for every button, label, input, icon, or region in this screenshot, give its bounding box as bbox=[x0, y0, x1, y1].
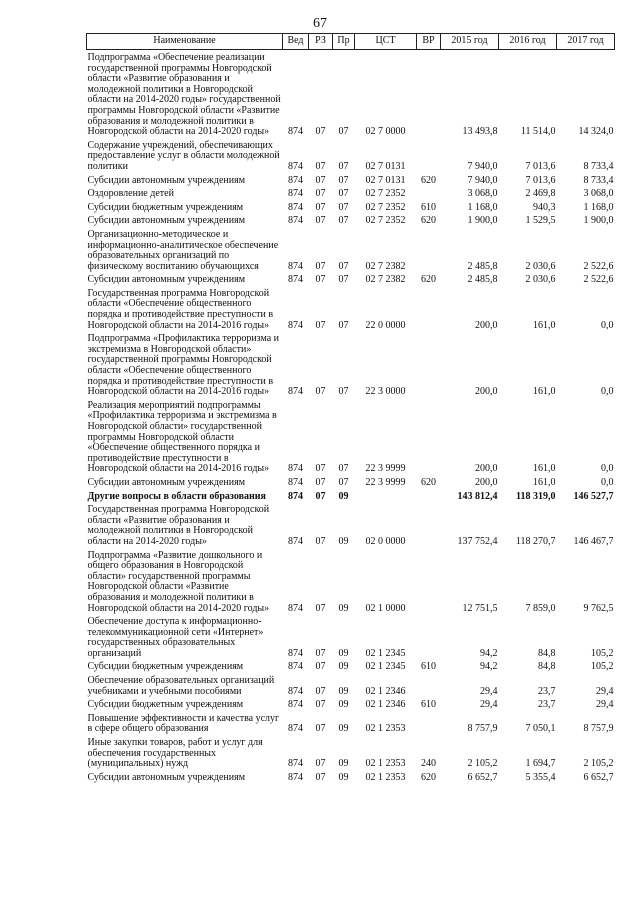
cell-rz: 07 bbox=[315, 319, 326, 331]
table-row bbox=[87, 735, 615, 770]
cell-pr: 07 bbox=[338, 260, 349, 272]
cell-cst: 02 0 0000 bbox=[365, 535, 406, 547]
cell-y2016: 118 319,0 bbox=[516, 490, 556, 502]
cell-rz: 07 bbox=[315, 723, 326, 735]
cell-rz: 07 bbox=[315, 490, 326, 502]
table-row bbox=[87, 173, 615, 187]
cell-pr: 07 bbox=[338, 188, 349, 200]
table-row bbox=[87, 770, 615, 784]
cell-rz: 07 bbox=[315, 160, 326, 172]
cell-ved: 874 bbox=[288, 386, 303, 398]
cell-pr: 09 bbox=[338, 661, 349, 673]
cell-y2015: 2 105,2 bbox=[467, 758, 498, 770]
cell-pr: 09 bbox=[338, 723, 349, 735]
cell-rz: 07 bbox=[315, 188, 326, 200]
cell-name: Государственная программа Новгородской области «Обеспечение общественного порядка и противодействие преступности в Новгородской области на 2014-2016 годы» bbox=[87, 287, 274, 331]
cell-y2016: 7 050,1 bbox=[525, 723, 556, 735]
cell-rz: 07 bbox=[315, 386, 326, 398]
cell-y2017: 0,0 bbox=[601, 386, 614, 398]
cell-pr: 07 bbox=[338, 476, 349, 488]
cell-y2016: 84,8 bbox=[538, 647, 556, 659]
cell-pr: 09 bbox=[338, 758, 349, 770]
cell-y2015: 8 757,9 bbox=[467, 723, 498, 735]
cell-ved: 874 bbox=[288, 463, 303, 475]
cell-name: Субсидии автономным учреждениям bbox=[87, 476, 246, 488]
cell-cst: 02 1 2346 bbox=[365, 685, 406, 697]
table-row bbox=[87, 227, 615, 272]
cell-cst: 02 7 2352 bbox=[365, 188, 406, 200]
cell-rz: 07 bbox=[315, 647, 326, 659]
cell-pr: 07 bbox=[338, 463, 349, 475]
cell-ved: 874 bbox=[288, 319, 303, 331]
cell-name: Обеспечение образовательных организаций учебниками и учебными пособиями bbox=[87, 675, 275, 697]
cell-y2015: 1 168,0 bbox=[467, 201, 498, 213]
cell-cst: 02 7 0131 bbox=[365, 160, 406, 172]
cell-pr: 07 bbox=[338, 174, 349, 186]
cell-y2017: 8 757,9 bbox=[583, 723, 614, 735]
cell-y2017: 9 762,5 bbox=[583, 602, 614, 614]
cell-vr bbox=[417, 398, 441, 475]
cell-pr: 07 bbox=[338, 160, 349, 172]
cell-name: Организационно-методическое и информационно-аналитическое обеспечение образовательных организаций по физическому воспитанию обучающихся bbox=[87, 228, 279, 272]
col-header-ved: Вед bbox=[283, 34, 309, 50]
cell-y2017: 3 068,0 bbox=[583, 188, 614, 200]
cell-cst: 02 1 2345 bbox=[365, 647, 406, 659]
col-header-2015: 2015 год bbox=[441, 34, 499, 50]
cell-rz: 07 bbox=[315, 463, 326, 475]
cell-y2016: 161,0 bbox=[533, 463, 556, 475]
cell-vr: 620 bbox=[421, 174, 436, 186]
cell-ved: 874 bbox=[288, 647, 303, 659]
cell-y2015: 200,0 bbox=[475, 319, 498, 331]
cell-vr bbox=[417, 614, 441, 659]
cell-rz: 07 bbox=[315, 274, 326, 286]
cell-y2016: 7 013,6 bbox=[525, 174, 556, 186]
cell-rz: 07 bbox=[315, 215, 326, 227]
cell-rz: 07 bbox=[315, 771, 326, 783]
cell-vr bbox=[417, 138, 441, 173]
cell-ved: 874 bbox=[288, 723, 303, 735]
table-row bbox=[87, 213, 615, 227]
cell-vr bbox=[417, 186, 441, 200]
cell-pr: 07 bbox=[338, 319, 349, 331]
table-row bbox=[87, 331, 615, 398]
cell-name: Субсидии автономным учреждениям bbox=[87, 771, 246, 783]
cell-y2016: 1 694,7 bbox=[525, 758, 556, 770]
cell-pr: 07 bbox=[338, 215, 349, 227]
cell-vr bbox=[417, 711, 441, 735]
cell-ved: 874 bbox=[288, 490, 303, 502]
cell-pr: 09 bbox=[338, 699, 349, 711]
cell-cst: 02 1 2345 bbox=[365, 661, 406, 673]
cell-ved: 874 bbox=[288, 602, 303, 614]
cell-vr bbox=[417, 227, 441, 272]
cell-ved: 874 bbox=[288, 685, 303, 697]
cell-vr bbox=[417, 50, 441, 138]
col-header-cst: ЦСТ bbox=[355, 34, 417, 50]
cell-pr: 07 bbox=[338, 386, 349, 398]
cell-y2016: 161,0 bbox=[533, 476, 556, 488]
cell-y2015: 94,2 bbox=[480, 661, 498, 673]
cell-cst: 02 7 2382 bbox=[365, 274, 406, 286]
cell-name: Субсидии автономным учреждениям bbox=[87, 274, 246, 286]
cell-y2016: 11 514,0 bbox=[520, 126, 556, 138]
cell-y2017: 14 324,0 bbox=[578, 126, 614, 138]
cell-name: Подпрограмма «Обеспечение реализации государственной программы Новгородской области «Развитие образования и молодежной политики в Новгородской области на 2014-2020 годы» государственной программы Новгородской области «Развитие образования и молодежной политики в Новгородской области на 2014-2020 годы» bbox=[87, 52, 281, 138]
cell-cst: 02 1 2353 bbox=[365, 758, 406, 770]
cell-y2017: 8 733,4 bbox=[583, 174, 614, 186]
cell-vr bbox=[417, 331, 441, 398]
cell-cst: 22 3 9999 bbox=[365, 463, 406, 475]
cell-ved: 874 bbox=[288, 188, 303, 200]
table-header-row bbox=[87, 34, 615, 50]
cell-pr: 09 bbox=[338, 602, 349, 614]
cell-rz: 07 bbox=[315, 174, 326, 186]
cell-name: Подпрограмма «Развитие дошкольного и общего образования в Новгородской области» государственной программы Новгородской области «Развитие образования и молодежной политики в Новгородской области на 2014-2020 годы» bbox=[87, 549, 270, 614]
cell-pr: 09 bbox=[338, 535, 349, 547]
cell-y2017: 2 522,6 bbox=[583, 274, 614, 286]
cell-ved: 874 bbox=[288, 160, 303, 172]
cell-vr: 620 bbox=[421, 274, 436, 286]
cell-y2017: 2 105,2 bbox=[583, 758, 614, 770]
cell-rz: 07 bbox=[315, 201, 326, 213]
cell-y2016: 940,3 bbox=[533, 201, 556, 213]
table-row bbox=[87, 398, 615, 475]
cell-rz: 07 bbox=[315, 758, 326, 770]
cell-y2015: 200,0 bbox=[475, 463, 498, 475]
cell-pr: 09 bbox=[338, 647, 349, 659]
cell-rz: 07 bbox=[315, 699, 326, 711]
col-header-2016: 2016 год bbox=[499, 34, 557, 50]
table-row bbox=[87, 200, 615, 214]
cell-ved: 874 bbox=[288, 215, 303, 227]
cell-y2017: 0,0 bbox=[601, 319, 614, 331]
cell-cst: 02 1 2353 bbox=[365, 771, 406, 783]
cell-y2015: 143 812,4 bbox=[457, 490, 498, 502]
cell-y2016: 161,0 bbox=[533, 319, 556, 331]
cell-y2015: 3 068,0 bbox=[467, 188, 498, 200]
col-header-vr: ВР bbox=[417, 34, 441, 50]
cell-name: Государственная программа Новгородской области «Развитие образования и молодежной политики в Новгородской области на 2014-2020 годы» bbox=[87, 504, 270, 547]
cell-name: Другие вопросы в области образования bbox=[87, 490, 266, 502]
cell-y2016: 2 030,6 bbox=[525, 260, 556, 272]
cell-ved: 874 bbox=[288, 260, 303, 272]
cell-rz: 07 bbox=[315, 602, 326, 614]
cell-y2017: 0,0 bbox=[601, 463, 614, 475]
cell-cst: 02 7 2382 bbox=[365, 260, 406, 272]
cell-pr: 07 bbox=[338, 126, 349, 138]
table-row bbox=[87, 489, 615, 503]
cell-y2015: 6 652,7 bbox=[467, 771, 498, 783]
cell-y2017: 1 168,0 bbox=[583, 201, 614, 213]
cell-vr: 610 bbox=[421, 201, 436, 213]
cell-cst: 22 3 0000 bbox=[365, 386, 406, 398]
cell-cst: 02 7 2352 bbox=[365, 215, 406, 227]
cell-rz: 07 bbox=[315, 535, 326, 547]
table-row bbox=[87, 272, 615, 286]
cell-y2016: 23,7 bbox=[538, 685, 556, 697]
col-header-2017: 2017 год bbox=[557, 34, 615, 50]
cell-y2017: 29,4 bbox=[596, 699, 614, 711]
cell-rz: 07 bbox=[315, 476, 326, 488]
cell-rz: 07 bbox=[315, 260, 326, 272]
cell-pr: 09 bbox=[338, 771, 349, 783]
cell-vr bbox=[417, 489, 441, 503]
cell-y2017: 0,0 bbox=[601, 476, 614, 488]
table-row bbox=[87, 614, 615, 659]
cell-y2015: 29,4 bbox=[480, 685, 498, 697]
cell-vr: 620 bbox=[421, 476, 436, 488]
cell-cst: 02 1 2353 bbox=[365, 723, 406, 735]
cell-pr: 09 bbox=[338, 490, 349, 502]
cell-vr bbox=[417, 286, 441, 331]
cell-ved: 874 bbox=[288, 126, 303, 138]
cell-y2016: 7 859,0 bbox=[525, 602, 556, 614]
cell-y2015: 7 940,0 bbox=[467, 174, 498, 186]
cell-y2016: 118 270,7 bbox=[515, 535, 556, 547]
table-row bbox=[87, 502, 615, 547]
cell-y2017: 105,2 bbox=[591, 661, 614, 673]
cell-pr: 09 bbox=[338, 685, 349, 697]
table-row bbox=[87, 50, 615, 138]
cell-rz: 07 bbox=[315, 126, 326, 138]
cell-y2017: 2 522,6 bbox=[583, 260, 614, 272]
cell-y2016: 2 469,8 bbox=[525, 188, 556, 200]
cell-cst: 02 7 0000 bbox=[365, 126, 406, 138]
cell-name: Субсидии автономным учреждениям bbox=[87, 174, 246, 186]
cell-ved: 874 bbox=[288, 661, 303, 673]
cell-rz: 07 bbox=[315, 661, 326, 673]
cell-vr: 610 bbox=[421, 661, 436, 673]
cell-name: Субсидии бюджетным учреждениям bbox=[87, 661, 244, 673]
cell-vr bbox=[417, 502, 441, 547]
cell-rz: 07 bbox=[315, 685, 326, 697]
cell-y2015: 1 900,0 bbox=[467, 215, 498, 227]
cell-ved: 874 bbox=[288, 758, 303, 770]
cell-y2016: 161,0 bbox=[533, 386, 556, 398]
cell-y2016: 23,7 bbox=[538, 699, 556, 711]
table-row bbox=[87, 673, 615, 697]
cell-vr: 240 bbox=[421, 758, 436, 770]
col-header-pr: Пр bbox=[333, 34, 355, 50]
cell-y2017: 6 652,7 bbox=[583, 771, 614, 783]
table-row bbox=[87, 711, 615, 735]
cell-y2015: 200,0 bbox=[475, 476, 498, 488]
cell-y2015: 12 751,5 bbox=[462, 602, 498, 614]
cell-name: Субсидии бюджетным учреждениям bbox=[87, 201, 244, 213]
cell-y2017: 146 527,7 bbox=[573, 490, 614, 502]
cell-y2016: 84,8 bbox=[538, 661, 556, 673]
cell-ved: 874 bbox=[288, 274, 303, 286]
cell-y2017: 105,2 bbox=[591, 647, 614, 659]
cell-y2015: 2 485,8 bbox=[467, 260, 498, 272]
cell-y2015: 94,2 bbox=[480, 647, 498, 659]
cell-ved: 874 bbox=[288, 174, 303, 186]
cell-name: Субсидии автономным учреждениям bbox=[87, 215, 246, 227]
cell-y2016: 7 013,6 bbox=[525, 160, 556, 172]
cell-name: Содержание учреждений, обеспечивающих предоставление услуг в области молодежной политики bbox=[87, 139, 280, 172]
table-row bbox=[87, 186, 615, 200]
cell-y2017: 8 733,4 bbox=[583, 160, 614, 172]
cell-name: Оздоровление детей bbox=[87, 188, 174, 200]
cell-cst: 02 7 2352 bbox=[365, 201, 406, 213]
cell-cst bbox=[355, 489, 417, 503]
cell-y2016: 5 355,4 bbox=[525, 771, 556, 783]
budget-table bbox=[86, 33, 615, 783]
cell-y2015: 200,0 bbox=[475, 386, 498, 398]
cell-y2017: 146 467,7 bbox=[573, 535, 614, 547]
table-row bbox=[87, 548, 615, 615]
cell-vr bbox=[417, 548, 441, 615]
cell-vr: 620 bbox=[421, 215, 436, 227]
table-row bbox=[87, 138, 615, 173]
cell-pr: 07 bbox=[338, 274, 349, 286]
cell-ved: 874 bbox=[288, 699, 303, 711]
cell-vr: 610 bbox=[421, 699, 436, 711]
cell-ved: 874 bbox=[288, 201, 303, 213]
cell-name: Субсидии бюджетным учреждениям bbox=[87, 699, 244, 711]
table-row bbox=[87, 475, 615, 489]
cell-y2016: 2 030,6 bbox=[525, 274, 556, 286]
page-number: 67 bbox=[313, 16, 327, 31]
cell-name: Обеспечение доступа к информационно-телекоммуникационной сети «Интернет» государственных образовательных организаций bbox=[87, 616, 264, 659]
col-header-name: Наименование bbox=[87, 34, 283, 50]
cell-y2015: 7 940,0 bbox=[467, 160, 498, 172]
cell-pr: 07 bbox=[338, 201, 349, 213]
cell-cst: 22 0 0000 bbox=[365, 319, 406, 331]
cell-cst: 02 7 0131 bbox=[365, 174, 406, 186]
cell-cst: 22 3 9999 bbox=[365, 476, 406, 488]
cell-name: Реализация мероприятий подпрограммы «Профилактика терроризма и экстремизма в Новгородской области» государственной программы Новгородской области «Обеспечение общественного порядка и противодействие преступности в Новгородской области на 2014-2016 годы» bbox=[87, 399, 277, 475]
cell-ved: 874 bbox=[288, 476, 303, 488]
cell-y2015: 29,4 bbox=[480, 699, 498, 711]
cell-vr: 620 bbox=[421, 771, 436, 783]
cell-y2017: 29,4 bbox=[596, 685, 614, 697]
cell-cst: 02 1 2346 bbox=[365, 699, 406, 711]
cell-ved: 874 bbox=[288, 771, 303, 783]
cell-vr bbox=[417, 673, 441, 697]
col-header-rz: РЗ bbox=[309, 34, 333, 50]
cell-cst: 02 1 0000 bbox=[365, 602, 406, 614]
cell-name: Повышение эффективности и качества услуг в сфере общего образования bbox=[87, 712, 280, 735]
cell-y2016: 1 529,5 bbox=[525, 215, 556, 227]
cell-y2015: 137 752,4 bbox=[457, 535, 498, 547]
cell-name: Иные закупки товаров, работ и услуг для обеспечения государственных (муниципальных) нужд bbox=[87, 737, 263, 770]
table-row bbox=[87, 697, 615, 711]
table-row bbox=[87, 286, 615, 331]
cell-y2015: 13 493,8 bbox=[462, 126, 498, 138]
cell-name: Подпрограмма «Профилактика терроризма и экстремизма в Новгородской области» государственной программы Новгородской области «Обеспечение общественного порядка и противодействие преступности в Новгородской области на 2014-2016 годы» bbox=[87, 333, 280, 398]
table-body bbox=[87, 50, 615, 784]
cell-ved: 874 bbox=[288, 535, 303, 547]
table-row bbox=[87, 659, 615, 673]
cell-y2015: 2 485,8 bbox=[467, 274, 498, 286]
cell-y2017: 1 900,0 bbox=[583, 215, 614, 227]
